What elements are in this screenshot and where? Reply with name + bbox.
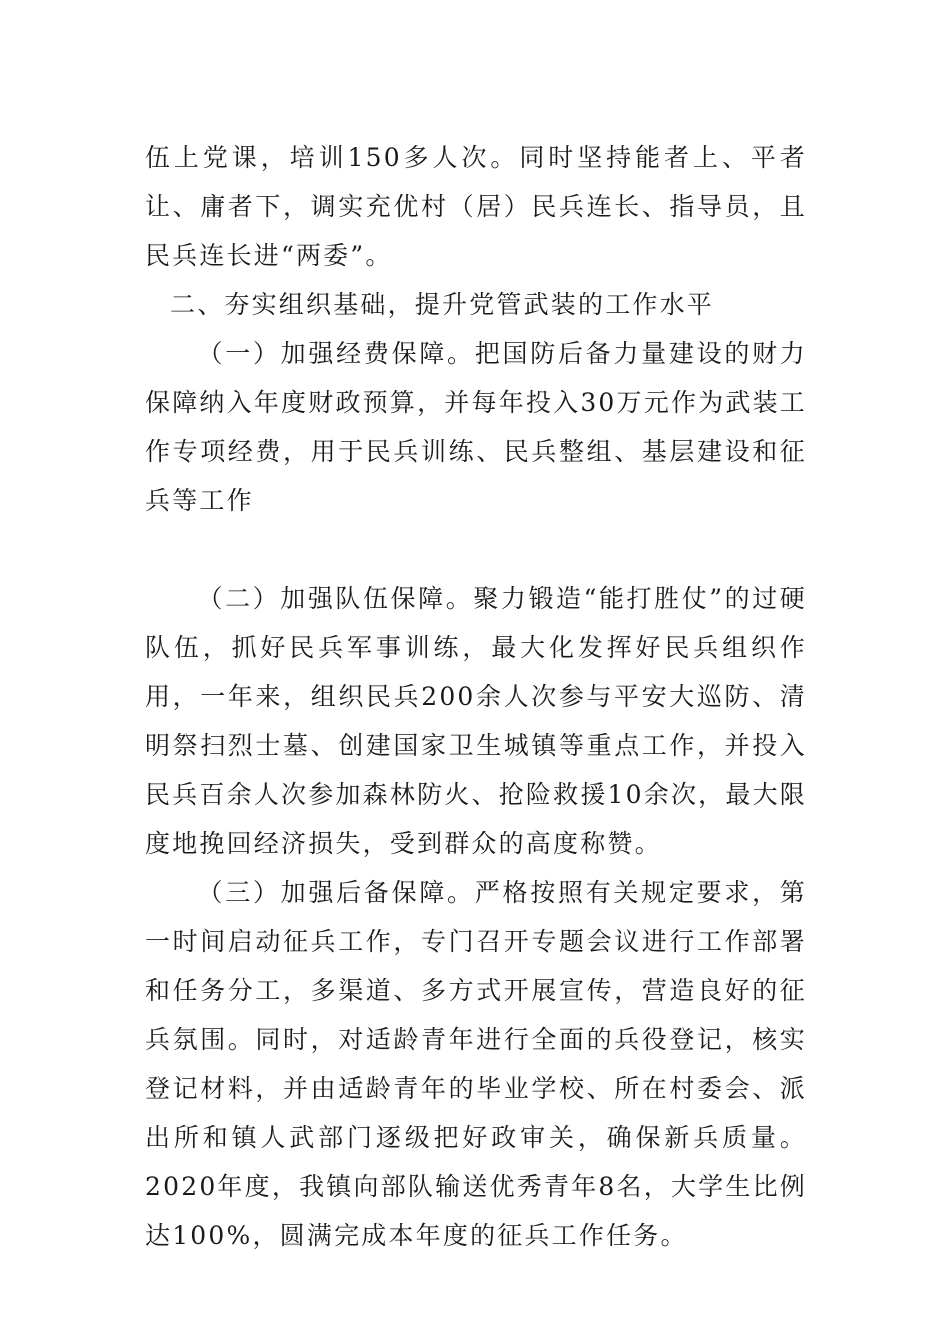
- paragraph-party-lessons: 伍上党课，培训150多人次。同时坚持能者上、平者让、庸者下，调实充优村（居）民兵连长、指导员，且民兵连长进“两委”。: [145, 143, 807, 270]
- blank-line: [145, 525, 807, 574]
- section-heading-two: 二、夯实组织基础，提升党管武装的工作水平: [170, 290, 715, 319]
- paragraph-team-guarantee: （二）加强队伍保障。聚力锻造“能打胜仗”的过硬队伍，抓好民兵军事训练，最大化发挥好民兵组织作用，一年来，组织民兵200余人次参与平安大巡防、清明祭扫烈士墓、创建国家卫生城镇等重点工作，并投入民兵百余人次参加森林防火、抢险救援10余次，最大限度地挽回经济损失，受到群众的高度称赞。: [145, 584, 807, 858]
- paragraph-reserve-guarantee: （三）加强后备保障。严格按照有关规定要求，第一时间启动征兵工作，专门召开专题会议进行工作部署和任务分工，多渠道、多方式开展宣传，营造良好的征兵氛围。同时，对适龄青年进行全面的兵役登记，核实登记材料，并由适龄青年的毕业学校、所在村委会、派出所和镇人武部门逐级把好政审关，确保新兵质量。2020年度，我镇向部队输送优秀青年8名，大学生比例达100%，圆满完成本年度的征兵工作任务。: [145, 878, 807, 1250]
- document-body: [145, 133, 807, 1260]
- paragraph-funding-guarantee: （一）加强经费保障。把国防后备力量建设的财力保障纳入年度财政预算，并每年投入30万元作为武装工作专项经费，用于民兵训练、民兵整组、基层建设和征兵等工作: [145, 339, 807, 515]
